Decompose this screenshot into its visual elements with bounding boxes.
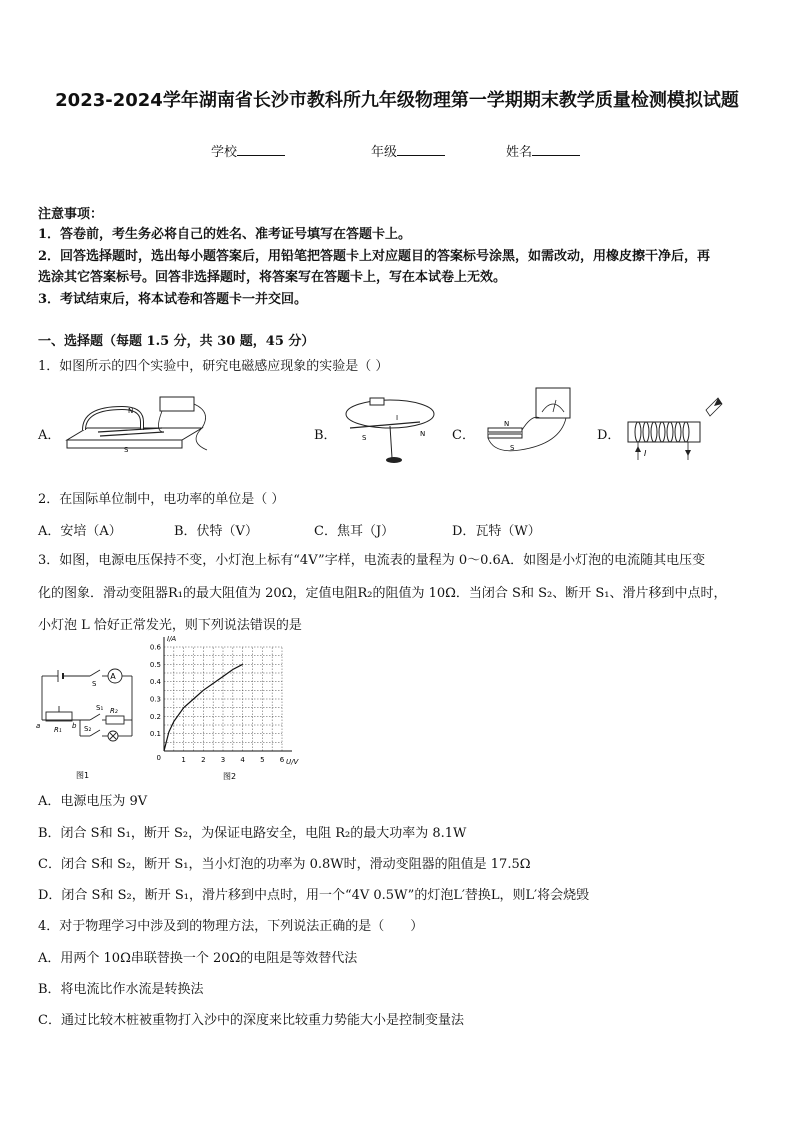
question-3-stem-line: 3．如图，电源电压保持不变，小灯泡上标有“4V”字样，电流表的量程为 0～0.6A．如图是小灯泡的电流随其电压变 [38, 553, 706, 568]
svg-text:A: A [110, 672, 116, 681]
q2-option-c: C．焦耳（J） [314, 524, 395, 539]
x-tick-label: 4 [240, 756, 245, 764]
q3-circuit-diagram [34, 658, 150, 782]
fig2-label: 图2 [223, 772, 237, 781]
q3-option-b: B．闭合 S和 S₁，断开 S₂，为保证电路安全，电阻 R₂的最大功率为 8.1W [38, 826, 467, 841]
q3-option-c: C．闭合 S和 S₂，断开 S₁，当小灯泡的功率为 0.8W时，滑动变阻器的阻值是 17.5Ω [38, 857, 531, 872]
q2-option-d: D．瓦特（W） [452, 524, 541, 539]
svg-text:S: S [124, 446, 129, 454]
svg-text:S: S [362, 434, 367, 442]
y-tick-label: 0.5 [149, 660, 161, 669]
notice-heading: 注意事项： [38, 207, 104, 222]
q1-figure-c [480, 384, 590, 464]
q2-option-a: A．安培（A） [38, 524, 122, 539]
x-tick-label: 6 [279, 756, 285, 764]
q1-option-a-label: A． [38, 428, 61, 443]
q1-figure-b [340, 392, 440, 468]
notice-item: 1．答卷前，考生务必将自己的姓名、准考证号填写在答题卡上。 [38, 227, 412, 242]
svg-text:N: N [504, 420, 510, 428]
question-2-stem: 2．在国际单位制中，电功率的单位是（ ） [38, 492, 285, 507]
q1-figure-d [620, 394, 730, 464]
fig1-label: 图1 [76, 771, 90, 780]
svg-text:S₂: S₂ [84, 725, 92, 733]
notice-item: 选涂其它答案标号。回答非选择题时，将答案写在答题卡上，写在本试卷上无效。 [38, 270, 507, 285]
y-tick-label: 0.3 [149, 695, 161, 704]
x-tick-label: 1 [181, 756, 186, 764]
name-field: 姓名 [506, 141, 580, 160]
q4-option-c: C．通过比较木桩被重物打入沙中的深度来比较重力势能大小是控制变量法 [38, 1013, 464, 1028]
svg-text:I: I [396, 414, 399, 422]
q4-option-b: B．将电流比作水流是转换法 [38, 982, 204, 997]
question-3-stem-line: 化的图象．滑动变阻器R₁的最大阻值为 20Ω，定值电阻R₂的阻值为 10Ω．当闭合 S和 S₂、断开 S₁、滑片移到中点时， [38, 586, 727, 601]
svg-text:N: N [128, 407, 134, 415]
section-heading: 一、选择题（每题 1.5 分，共 30 题，45 分） [38, 334, 315, 349]
x-axis-label: U/V [286, 758, 299, 766]
origin-label: 0 [156, 754, 161, 762]
svg-text:S: S [92, 680, 97, 688]
svg-text:S₁: S₁ [96, 704, 104, 712]
y-tick-label: 0.4 [149, 678, 161, 687]
q3-iu-chart [140, 633, 300, 781]
x-tick-label: 3 [220, 756, 226, 764]
question-1-stem: 1．如图所示的四个实验中，研究电磁感应现象的实验是（ ） [38, 359, 389, 374]
svg-text:N: N [420, 430, 426, 438]
svg-text:S: S [510, 444, 515, 452]
svg-text:b: b [72, 722, 77, 730]
q1-option-b-label: B． [314, 428, 337, 443]
svg-text:R₂: R₂ [110, 707, 118, 715]
svg-text:I: I [644, 449, 647, 458]
question-3-stem-line: 小灯泡 L 恰好正常发光，则下列说法错误的是 [38, 618, 302, 633]
q2-option-b: B．伏特（V） [174, 524, 258, 539]
y-tick-label: 0.6 [149, 643, 161, 652]
q1-option-d-label: D． [597, 428, 621, 443]
notice-item: 3．考试结束后，将本试卷和答题卡一并交回。 [38, 292, 308, 307]
grade-field: 年级 [371, 141, 445, 160]
y-tick-label: 0.2 [149, 712, 161, 721]
x-tick-label: 5 [260, 756, 265, 764]
q3-option-a: A．电源电压为 9V [38, 794, 148, 809]
q4-option-a: A．用两个 10Ω串联替换一个 20Ω的电阻是等效替代法 [38, 951, 358, 966]
y-axis-label: I/A [167, 635, 177, 643]
x-tick-label: 2 [201, 756, 206, 764]
q1-figure-a [62, 392, 222, 462]
y-tick-label: 0.1 [149, 730, 161, 739]
q3-option-d: D．闭合 S和 S₂，断开 S₁，滑片移到中点时，用一个“4V 0.5W”的灯泡L′替换L，则L′将会烧毁 [38, 888, 590, 903]
exam-title: 2023-2024学年湖南省长沙市教科所九年级物理第一学期期末教学质量检测模拟试题 [55, 90, 739, 111]
question-4-stem: 4．对于物理学习中涉及到的物理方法，下列说法正确的是（ ） [38, 919, 424, 934]
svg-text:R₁: R₁ [54, 726, 62, 734]
notice-item: 2．回答选择题时，选出每小题答案后，用铅笔把答题卡上对应题目的答案标号涂黑，如需改动，用橡皮擦干净后，再 [38, 249, 711, 264]
svg-text:a: a [36, 722, 41, 730]
q1-option-c-label: C． [452, 428, 475, 443]
school-field: 学校 [211, 141, 285, 160]
